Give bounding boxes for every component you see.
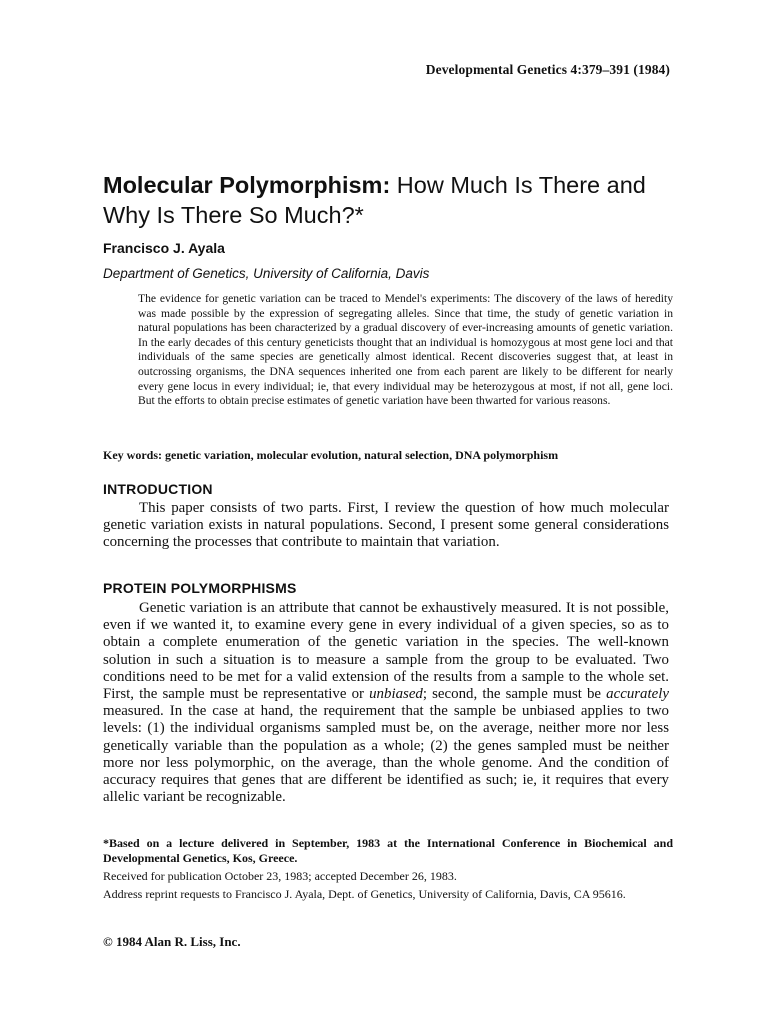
- introduction-paragraph: This paper consists of two parts. First, I review the question of how much molecular genetic variation exists in natural populations. Second, I present some general considerations concerning the processes that contribute to maintain that variation.: [103, 500, 669, 551]
- pp-emphasis-accurately: accurately: [606, 686, 669, 703]
- pp-text-2: ; second, the sample must be: [422, 686, 607, 703]
- copyright-notice: © 1984 Alan R. Liss, Inc.: [103, 934, 241, 949]
- protein-polymorphisms-paragraph: [103, 600, 669, 806]
- footnote-lecture: *Based on a lecture delivered in September, 1983 at the International Conference in Biochemical and Developmental Genetics, Kos, Greece.: [103, 836, 673, 865]
- keywords-text: genetic variation, molecular evolution, natural selection, DNA polymorphism: [162, 448, 559, 462]
- footnotes: [103, 836, 673, 905]
- paper-title: [103, 170, 683, 230]
- section-heading-protein-polymorphisms: PROTEIN POLYMORPHISMS: [103, 580, 297, 596]
- author-name: Francisco J. Ayala: [103, 240, 225, 256]
- footnote-address: Address reprint requests to Francisco J. Ayala, Dept. of Genetics, University of California, Davis, CA 95616.: [103, 887, 626, 901]
- author-affiliation: Department of Genetics, University of California, Davis: [103, 266, 430, 281]
- keywords-label: Key words:: [103, 448, 162, 462]
- pp-text-1: Genetic variation is an attribute that cannot be exhaustively measured. It is not possible, even if we wanted it, to examine every gene in every individual of a given species, so as to obtain a complete enumeration of the genetic variation in the species. The well-known solution in such a situation is to measure a sample from the group to be evaluated. Two conditions need to be met for a valid extension of the results from a sample to the whole set. First, the sample must be representative or: [103, 600, 669, 703]
- pp-text-3: measured. In the case at hand, the requirement that the sample be unbiased applies to two levels: (1) the individual organisms sampled must be, on the average, neither more nor less genetically variable than the population as a whole; (2) the genes sampled must be neither more nor less polymorphic, on the average, than the whole genome. And the condition of accuracy requires that genes that are different be identified as such; ie, it requires that every allelic variant be recognizable.: [103, 703, 669, 806]
- running-head: Developmental Genetics 4:379–391 (1984): [425, 62, 670, 77]
- section-heading-introduction: INTRODUCTION: [103, 481, 213, 497]
- abstract: The evidence for genetic variation can be traced to Mendel's experiments: The discovery of the laws of heredity was made possible by the expression of segregating alleles. Since that time, the study of genetic variation in natural populations has been characterized by a gradual discovery of ever-increasing amounts of genetic variation. In the early decades of this century geneticists thought that an individual is homozygous at most gene loci and that individuals of the same species are genetically almost identical. Recent discoveries suggest that, at least in outcrossing organisms, the DNA sequences inherited one from each parent are likely to be different for nearly every gene locus in every individual; ie, that every individual may be heterozygous at most, if not all, gene loci. But the efforts to obtain precise estimates of genetic variation have been thwarted for various reasons.: [138, 292, 673, 408]
- footnote-received: Received for publication October 23, 1983; accepted December 26, 1983.: [103, 869, 457, 883]
- title-bold-part: Molecular Polymorphism:: [103, 172, 391, 198]
- pp-emphasis-unbiased: unbiased: [369, 686, 423, 703]
- title-regular-part: How Much Is There and Why Is There So Much?*: [103, 172, 646, 228]
- keywords: [103, 448, 673, 463]
